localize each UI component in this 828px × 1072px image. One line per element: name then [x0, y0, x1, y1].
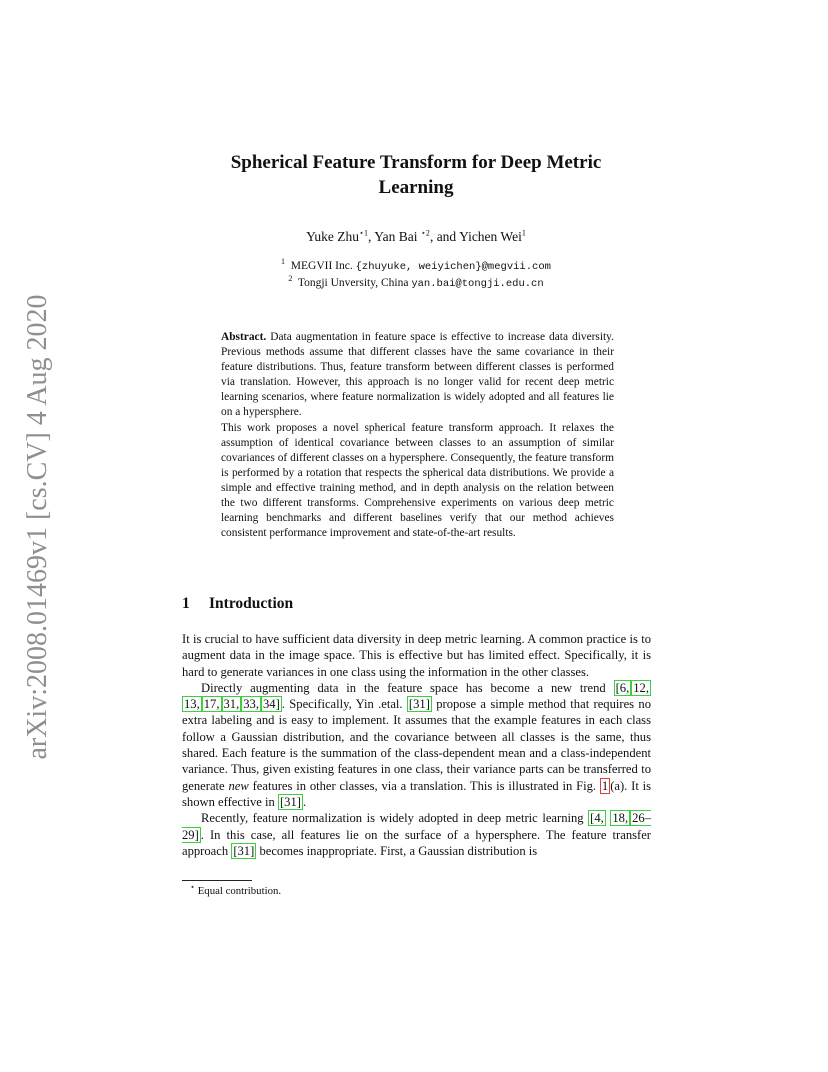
citation-link[interactable]: 18,	[612, 811, 629, 826]
body-text-run: . In this case, all features lie on the surface of a hypersphere. The feature transfer approach	[182, 827, 651, 858]
body-text-run: becomes inappropriate. First, a Gaussian distribution is	[256, 843, 538, 858]
author-separator: , and	[429, 229, 460, 244]
abstract	[221, 330, 614, 541]
affiliation-email: yan.bai@tongji.edu.cn	[411, 278, 544, 290]
footnote-divider	[182, 880, 252, 881]
affiliation-email: {zhuyuke, weiyichen}@megvii.com	[355, 261, 551, 273]
body-paragraph	[182, 810, 651, 859]
citation-link[interactable]: 13,	[184, 697, 200, 712]
citation-link[interactable]: 31,	[223, 697, 240, 712]
citation-link[interactable]: [31]	[279, 794, 301, 809]
abstract-label: Abstract.	[221, 331, 267, 343]
author-name: Yuke Zhu	[306, 229, 360, 244]
figure-reference-link[interactable]: 1	[601, 778, 609, 793]
footnote-mark: ⋆	[190, 882, 196, 892]
author-mark: ⋆1	[359, 228, 369, 238]
affiliation-number: 2	[288, 274, 293, 284]
abstract-paragraph: This work proposes a novel spherical feature transform approach. It relaxes the assumption of identical covariance between classes to an assumption of similar covariances of different classes on a hypersphere. Consequently, the feature transform is performed by a rotation that respects the spherical data distributions. We provide a simple and effective training method, and in depth analysis on the relation between the two different transforms. Comprehensive experiments on various deep metric learning benchmarks and different baselines verify that our method achieves consistent performance improvement and state-of-the-art results.	[221, 421, 614, 540]
author-mark: ⋆2	[420, 228, 430, 238]
section-heading	[182, 595, 293, 613]
abstract-text: Data augmentation in feature space is effective to increase data diversity. Previous methods assume that different classes have the same covariance in their feature distributions. Thus, feature transform between different classes is performed via translation. However, this approach is no longer valid for recent deep metric learning scenarios, where feature normalization is widely adopted and all features lie on a hypersphere.	[221, 331, 614, 419]
footnote-text: Equal contribution.	[195, 885, 282, 897]
body-text-run: Directly augmenting data in the feature space has become a new trend	[201, 680, 614, 695]
citation-link[interactable]: 17,	[203, 697, 220, 712]
affiliation-number: 1	[281, 257, 286, 267]
affiliation-line	[180, 275, 652, 292]
introduction-body	[182, 631, 651, 859]
section-number: 1	[182, 595, 190, 612]
citation-link[interactable]: 33,	[243, 697, 259, 712]
citation-link[interactable]: [4,	[590, 811, 604, 826]
citation-link[interactable]: 34]	[263, 697, 280, 712]
affiliation-name: Tongji Unversity, China	[297, 277, 412, 289]
abstract-paragraph	[221, 330, 614, 421]
author-name: Yichen Wei	[459, 229, 522, 244]
arxiv-identifier-stamp: arXiv:2008.01469v1 [cs.CV] 4 Aug 2020	[22, 294, 53, 760]
title-line-2: Learning	[378, 177, 454, 198]
author-name: Yan Bai	[374, 229, 421, 244]
body-text-run: propose a simple method that requires no extra labeling and is easy to implement. It assumes that the example features in each class follow a Gaussian distribution, and the covariance between all classes is the same, thus shared. Each feature is the summation of the class-dependent mean and a class-independent variance. Thus, given existing features in one class, their variance parts can be transferred to generate	[182, 697, 651, 793]
footnote	[190, 882, 282, 897]
author-list	[180, 229, 652, 245]
title-line-1: Spherical Feature Transform for Deep Metric	[230, 152, 602, 173]
body-text-run: .	[302, 794, 307, 809]
body-text-run: . Specifically, Yin .etal.	[281, 697, 407, 712]
author-mark: 1	[521, 228, 526, 238]
body-text-run: features in other classes, via a translation. This is illustrated in Fig.	[248, 778, 600, 793]
citation-link[interactable]: [6,	[615, 680, 630, 695]
paper-title	[180, 150, 652, 200]
body-text-run: (a). It is shown effective in	[182, 778, 652, 809]
body-paragraph: It is crucial to have sufficient data diversity in deep metric learning. A common practice is to augment data in the image space. This is effective but has limited effect. Specifically, it is hard to generate variances in one class using the information in the other classes.	[182, 632, 651, 679]
author-separator: ,	[368, 229, 375, 244]
body-text-run: Recently, feature normalization is widely adopted in deep metric learning	[201, 811, 589, 826]
affiliation-name: MEGVII Inc.	[290, 260, 356, 272]
citation-link[interactable]: 12,	[633, 680, 649, 695]
section-title: Introduction	[209, 595, 294, 612]
emphasis-text: new	[228, 778, 249, 793]
affiliations	[180, 258, 652, 292]
citation-link[interactable]: [31]	[408, 697, 430, 712]
affiliation-line	[180, 258, 652, 275]
citation-link[interactable]: 26–29]	[182, 811, 651, 842]
citation-link[interactable]: [31]	[233, 843, 255, 858]
body-paragraph	[182, 680, 651, 810]
